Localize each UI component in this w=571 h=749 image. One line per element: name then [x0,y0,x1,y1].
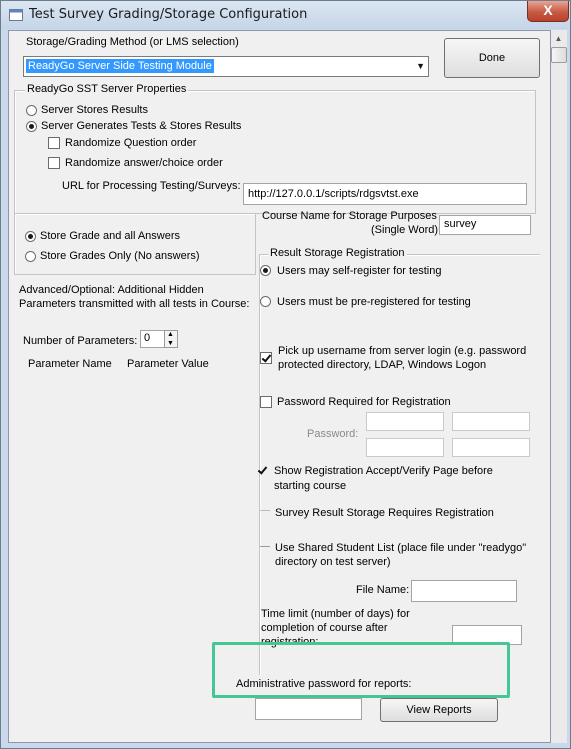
sst-group-title: ReadyGo SST Server Properties [27,83,187,95]
param-name-header: Parameter Name [28,358,112,370]
spin-up-icon[interactable]: ▲ [167,331,174,338]
pickup-username-label[interactable]: Pick up username from server login (e.g. password [278,345,527,357]
radio-store-grades-only-label[interactable]: Store Grades Only (No answers) [40,250,200,262]
url-input[interactable]: http://127.0.0.1/scripts/rdgsvtst.exe [243,183,527,205]
file-name-label: File Name: [356,584,410,596]
file-name-input[interactable] [411,580,517,602]
method-label: Storage/Grading Method (or LMS selection) [26,36,239,48]
password-label: Password: [307,428,359,440]
password-required-checkbox[interactable] [260,396,272,408]
scroll-thumb[interactable] [551,47,567,63]
advanced-params-sublabel: Parameters transmitted with all tests in Course: [19,298,250,310]
radio-store-grades-only[interactable] [25,251,36,262]
radio-self-register-label[interactable]: Users may self-register for testing [277,265,442,277]
pickup-username-sublabel[interactable]: protected directory, LDAP, Windows Logon [278,359,487,371]
view-reports-button[interactable]: View Reports [380,698,498,722]
admin-reports-highlight [212,642,510,698]
course-name-sublabel: (Single Word) [371,224,439,236]
shared-list-checkbox[interactable] [260,546,270,547]
password-input-3[interactable] [366,438,444,457]
randomize-questions-label[interactable]: Randomize Question order [65,137,197,149]
radio-server-generates[interactable] [26,121,37,132]
param-count-spinner[interactable] [164,330,178,348]
pickup-username-checkbox[interactable] [260,352,272,364]
storage-requires-label[interactable]: Survey Result Storage Requires Registration [275,507,494,519]
storage-requires-checkbox[interactable] [260,510,270,511]
show-accept-sublabel[interactable]: starting course [274,480,347,492]
course-name-input[interactable]: survey [439,215,531,235]
dialog-content [8,30,551,743]
password-required-label[interactable]: Password Required for Registration [277,396,451,408]
randomize-questions-checkbox[interactable] [48,137,60,149]
method-select[interactable] [23,56,429,77]
time-limit-label-2: completion of course after [261,622,388,634]
window-app-icon [9,9,23,21]
title-bar[interactable] [1,1,568,29]
radio-server-stores-label[interactable]: Server Stores Results [41,104,148,116]
randomize-answers-label[interactable]: Randomize answer/choice order [65,157,223,169]
radio-pre-registered-label[interactable]: Users must be pre-registered for testing [277,296,471,308]
admin-password-input[interactable] [255,698,362,720]
time-limit-label: Time limit (number of days) for [261,608,410,620]
param-count-label: Number of Parameters: [23,335,138,347]
method-select-value: ReadyGo Server Side Testing Module [28,60,212,72]
radio-server-generates-label[interactable]: Server Generates Tests & Stores Results [41,120,242,132]
radio-store-all[interactable] [25,231,36,242]
param-count-input[interactable]: 0 [140,330,166,348]
grade-storage-group [14,213,256,275]
radio-store-all-label[interactable]: Store Grade and all Answers [40,230,181,242]
password-input-2[interactable] [452,412,530,431]
admin-password-label: Administrative password for reports: [236,678,412,690]
vertical-scrollbar[interactable] [549,30,567,743]
password-input-4[interactable] [452,438,530,457]
shared-list-sublabel[interactable]: directory on test server) [275,556,391,568]
param-value-header: Parameter Value [127,358,209,370]
spin-down-icon[interactable]: ▼ [167,340,174,347]
show-accept-label[interactable]: Show Registration Accept/Verify Page before [274,465,493,477]
radio-self-register[interactable] [260,265,271,276]
url-label: URL for Processing Testing/Surveys: [62,180,241,192]
registration-group-title: Result Storage Registration [270,247,405,259]
close-button[interactable]: X [527,1,569,22]
course-name-label: Course Name for Storage Purposes [262,210,437,222]
radio-server-stores[interactable] [26,105,37,116]
time-limit-label-3: registration: [261,636,319,648]
password-input-1[interactable] [366,412,444,431]
radio-pre-registered[interactable] [260,296,271,307]
window-title: Test Survey Grading/Storage Configuration [29,7,308,22]
advanced-params-label: Advanced/Optional: Additional Hidden [19,284,204,296]
shared-list-label[interactable]: Use Shared Student List (place file under "readygo" [275,542,527,554]
scroll-up-arrow-icon[interactable]: ▲ [554,34,563,43]
show-accept-checkbox[interactable] [257,465,269,477]
randomize-answers-checkbox[interactable] [48,157,60,169]
chevron-down-icon[interactable]: ▼ [416,61,425,71]
done-button[interactable]: Done [444,38,540,78]
